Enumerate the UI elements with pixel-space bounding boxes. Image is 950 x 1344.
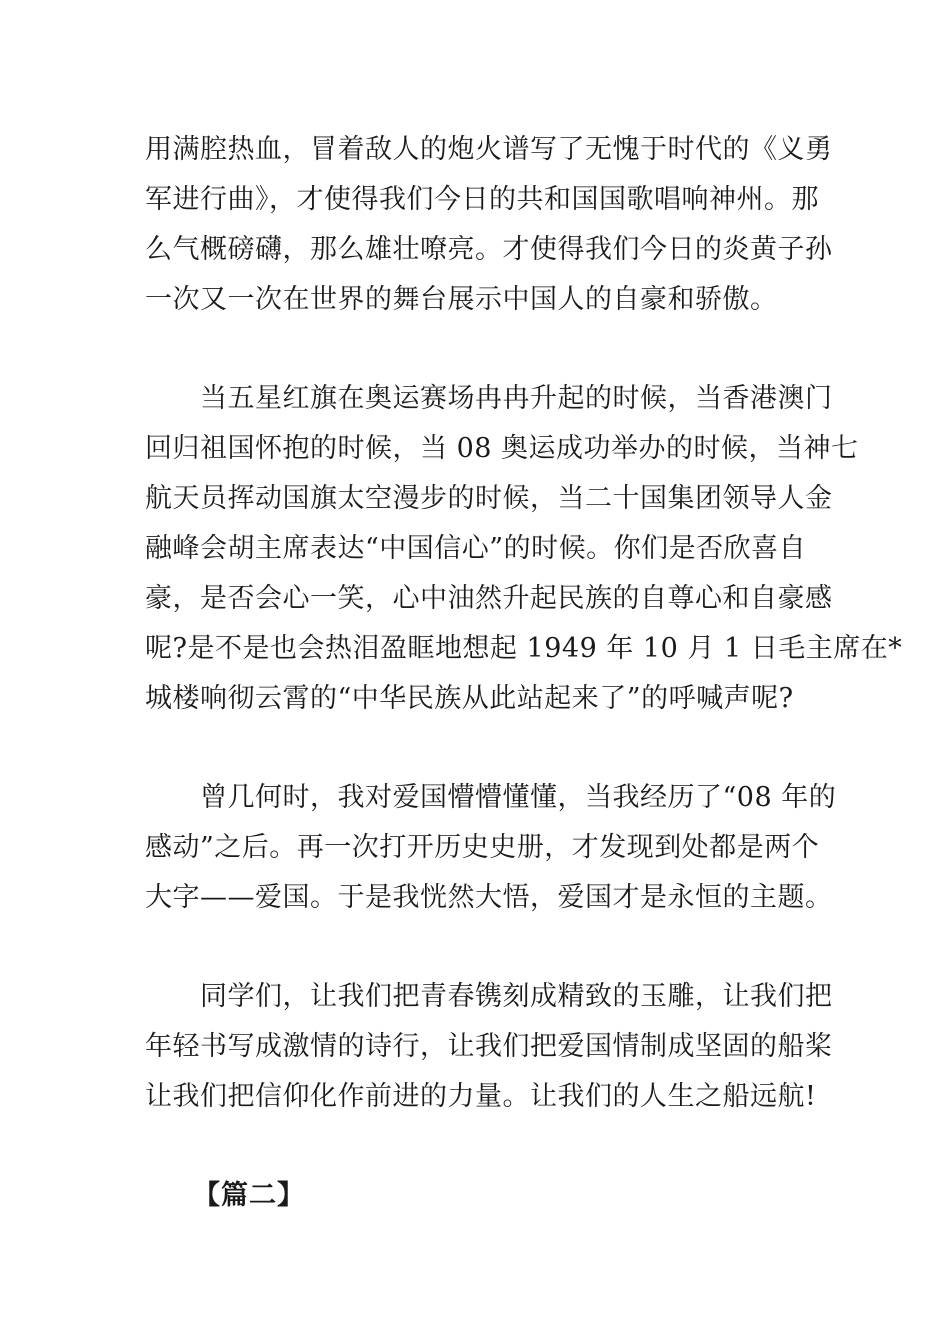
- paragraph-line: 一次又一次在世界的舞台展示中国人的自豪和骄傲。: [145, 284, 778, 315]
- paragraph-line: 城楼响彻云霄的“中华民族从此站起来了”的呼喊声呢?: [145, 683, 794, 714]
- paragraph-line: 么气概磅礴，那么雄壮嘹亮。才使得我们今日的炎黄子孙: [145, 234, 833, 265]
- paragraph-line: 呢?是不是也会热泪盈眶地想起 1949 年 10 月 1 日毛主席在*: [145, 633, 903, 664]
- paragraph-line: 回归祖国怀抱的时候，当 08 奥运成功举办的时候，当神七: [145, 433, 859, 464]
- paragraph-line: 用满腔热血，冒着敌人的炮火谱写了无愧于时代的《义勇: [145, 134, 833, 165]
- paragraph-line: 豪，是否会心一笑，心中油然升起民族的自尊心和自豪感: [145, 583, 833, 614]
- paragraph-line: 融峰会胡主席表达“中国信心”的时候。你们是否欣喜自: [145, 533, 807, 564]
- paragraph-line: 同学们，让我们把青春镌刻成精致的玉雕，让我们把: [200, 981, 833, 1012]
- paragraph-line: 感动”之后。再一次打开历史史册，才发现到处都是两个: [145, 832, 820, 863]
- paragraph-line: 曾几何时，我对爱国懵懵懂懂，当我经历了“08 年的: [200, 782, 837, 813]
- paragraph-line: 让我们把信仰化作前进的力量。让我们的人生之船远航!: [145, 1081, 817, 1112]
- paragraph-line: 军进行曲》，才使得我们今日的共和国国歌唱响神州。那: [145, 184, 819, 215]
- section-heading: 【篇二】: [193, 1180, 305, 1211]
- paragraph-line: 大字——爱国。于是我恍然大悟，爱国才是永恒的主题。: [145, 882, 833, 913]
- paragraph-line: 年轻书写成激情的诗行，让我们把爱国情制成坚固的船桨: [145, 1031, 833, 1062]
- paragraph-line: 当五星红旗在奥运赛场冉冉升起的时候，当香港澳门: [200, 383, 833, 414]
- paragraph-line: 航天员挥动国旗太空漫步的时候，当二十国集团领导人金: [145, 483, 833, 514]
